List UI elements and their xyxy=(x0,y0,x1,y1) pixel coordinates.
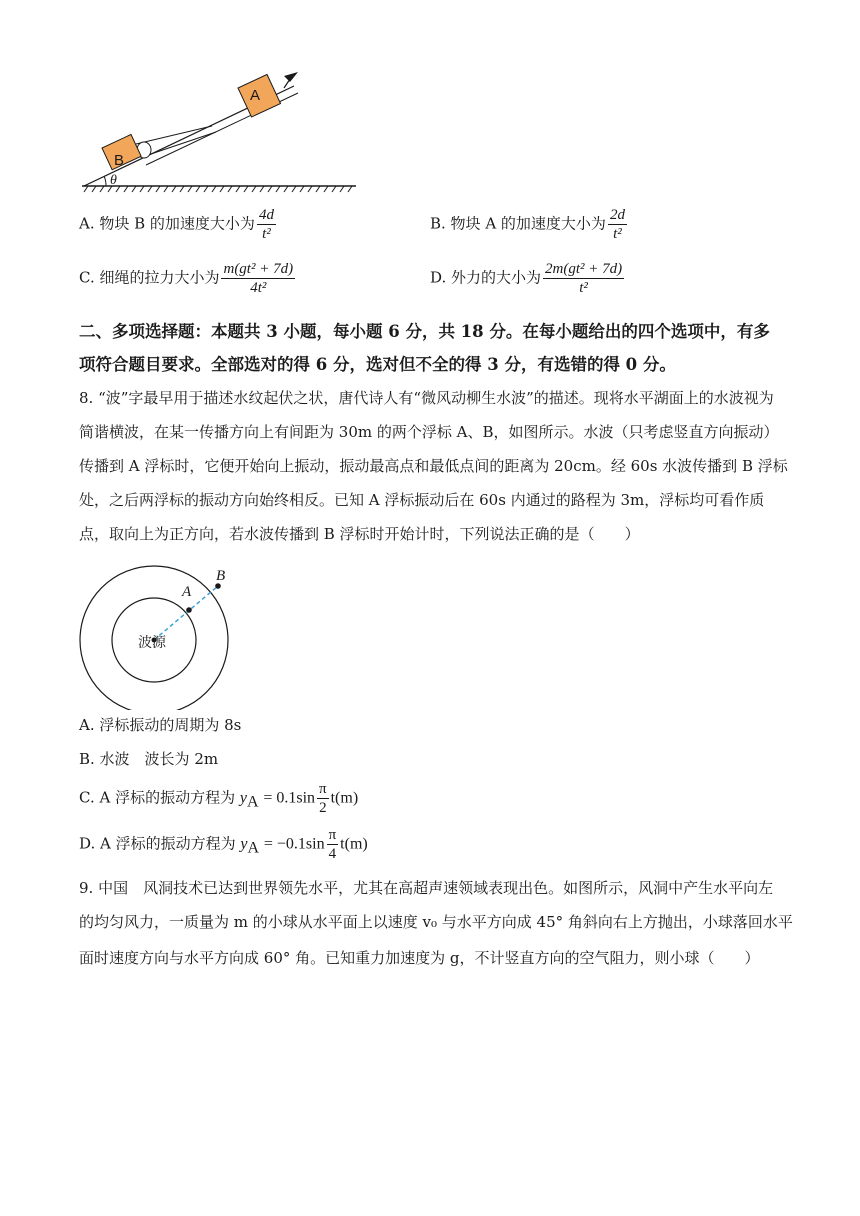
option-c-text: C. 细绳的拉力大小为 xyxy=(79,268,220,287)
q9-line1: 9. 中国 风洞技术已达到世界领先水平，尤其在高超声速领域表现出色。如图所示，风洞中产生水平向左 xyxy=(79,879,774,897)
incline-figure xyxy=(76,68,366,194)
q8-line3: 传播到 A 浮标时，它便开始向上振动，振动最高点和最低点间的距离为 20cm。经 60s 水波传播到 B 浮标 xyxy=(79,457,788,475)
option-d-text: D. 外力的大小为 xyxy=(430,268,542,287)
option-c-label: C. A 浮标的振动方程为 xyxy=(79,788,236,807)
q8-option-a[interactable]: A. 浮标振动的周期为 8s xyxy=(79,716,242,734)
option-c-pi-fraction: $\frac{\pi}{2}$ xyxy=(319,781,327,816)
q7-option-a[interactable] xyxy=(79,206,278,243)
q7-option-c[interactable] xyxy=(79,260,297,297)
wave-source-label: 波源 xyxy=(138,635,166,651)
option-d-tail: t(m) xyxy=(340,835,368,853)
option-d-label: D. A 浮标的振动方程为 xyxy=(79,834,236,853)
option-a-text: A. 物块 B 的加速度大小为 xyxy=(79,214,255,233)
option-c-sub: A xyxy=(246,793,259,811)
point-b-label: B xyxy=(216,568,226,584)
q7-option-b[interactable] xyxy=(430,206,629,243)
q9-line2: 的均匀风力，一质量为 m 的小球从水平面上以速度 v₀ 与水平方向成 45° 角斜向右上方抛出，小球落回水平 xyxy=(79,913,793,931)
option-c-tail: t(m) xyxy=(330,789,359,807)
option-a-fraction: $\frac{4d}{\text{t²}}$ xyxy=(258,207,274,242)
q9-line3: 面时速度方向与水平方向成 60° 角。已知重力加速度为 g，不计竖直方向的空气阻力，则小球（ ） xyxy=(79,949,760,967)
q8-option-d[interactable] xyxy=(79,826,368,863)
section2-line2: 项符合题目要求。全部选对的得 6 分，选对但不全的得 3 分，有选错的得 0 分。 xyxy=(79,355,676,374)
option-c-fraction: $\frac{\text{m(gt² + 7d)}}{\text{4t²}}$ xyxy=(223,261,294,296)
point-a-label: A xyxy=(182,584,192,600)
q8-option-b[interactable]: B. 水波 波长为 2m xyxy=(79,750,219,768)
option-c-mid: = 0.1sin xyxy=(263,789,316,807)
q8-line1: 8. “波”字最早用于描述水纹起伏之状，唐代诗人有“微风动柳生水波”的描述。现将水平湖面上的水波视为 xyxy=(79,389,774,407)
q7-option-d[interactable] xyxy=(430,260,626,297)
q8-line4: 处，之后两浮标的振动方向始终相反。已知 A 浮标振动后在 60s 内通过的路程为 3m，浮标均可看作质 xyxy=(79,491,765,509)
option-d-fraction: $\frac{\text{2m(gt² + 7d)}}{\text{t²}}$ xyxy=(545,261,623,296)
q8-line2: 简谐横波，在某一传播方向上有间距为 30m 的两个浮标 A、B，如图所示。水波（只考虑竖直方向振动） xyxy=(79,423,779,441)
block-a-label: A xyxy=(250,87,261,104)
option-d-pi-fraction: $\frac{\pi}{4}$ xyxy=(328,827,337,862)
q8-line5: 点，取向上为正方向，若水波传播到 B 浮标时开始计时，下列说法正确的是（ ） xyxy=(79,525,640,543)
option-c-lhs: y xyxy=(239,789,247,807)
option-b-text: B. 物块 A 的加速度大小为 xyxy=(430,214,606,233)
section2-line1: 二、多项选择题：本题共 3 小题，每小题 6 分，共 18 分。在每小题给出的四个选项中，有多 xyxy=(79,322,770,341)
option-d-sub: A xyxy=(247,839,260,857)
q8-option-c[interactable] xyxy=(79,780,358,817)
wave-figure xyxy=(76,560,236,710)
option-d-mid: = −0.1sin xyxy=(263,835,325,853)
option-d-lhs: y xyxy=(240,835,248,853)
option-b-fraction: $\frac{2d}{\text{t²}}$ xyxy=(609,207,625,242)
block-b-label: B xyxy=(114,152,125,169)
theta-label: θ xyxy=(110,173,117,188)
